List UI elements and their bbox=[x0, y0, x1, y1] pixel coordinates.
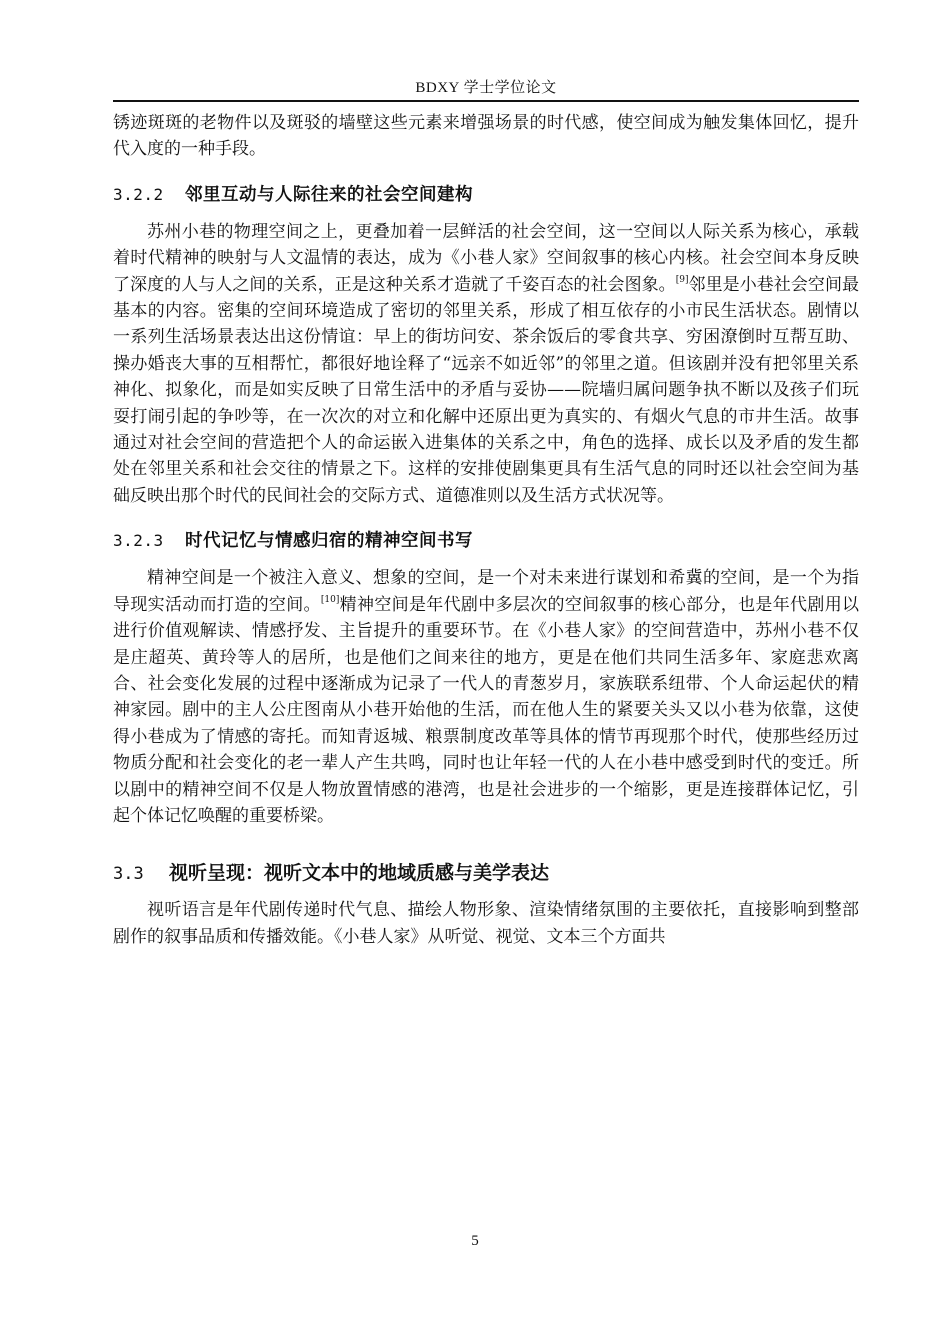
paragraph-text: 精神空间是年代剧中多层次的空间叙事的核心部分，也是年代剧用以进行价值观解读、情感抒发、主旨提升的重要环节。在《小巷人家》的空间营造中，苏州小巷不仅是庄超英、黄玲等人的居所，也是他们之间来往的地方，更是在他们共同生活多年、家庭悲欢离合、社会变化发展的过程中逐渐成为记录了一代人的青葱岁月，家族联系纽带、个人命运起伏的精神家园。剧中的主人公庄图南从小巷开始他的生活，而在他人生的紧要关头又以小巷为依靠，这使得小巷成为了情感的寄托。而知青返城、粮票制度改革等具体的情节再现那个时代，使那些经历过物质分配和社会变化的老一辈人产生共鸣，同时也让年轻一代的人在小巷中感受到时代的变迁。所以剧中的精神空间不仅是人物放置情感的港湾，也是社会进步的一个缩影，更是连接群体记忆，引起个体记忆唤醒的重要桥梁。 bbox=[113, 594, 860, 826]
paragraph-text: 精神空间是一个被注入意义、想象的空间，是一个对未来进行谋划和希冀的空间，是一个为指导现实活动而打造的空间。 bbox=[113, 568, 859, 615]
running-header: BDXY 学士学位论文 bbox=[415, 80, 557, 96]
section-heading-3-2-3 bbox=[113, 528, 859, 554]
body-paragraph bbox=[113, 219, 859, 509]
body-paragraph bbox=[113, 565, 859, 829]
citation-reference: [10] bbox=[320, 594, 340, 605]
header-rule bbox=[113, 100, 859, 102]
page-number: 5 bbox=[471, 1233, 479, 1249]
body-paragraph: 视听语言是年代剧传递时代气息、描绘人物形象、渲染情绪氛围的主要依托，直接影响到整部剧作的叙事品质和传播效能。《小巷人家》从听觉、视觉、文本三个方面共 bbox=[113, 900, 859, 947]
paragraph-text: 苏州小巷的物理空间之上，更叠加着一层鲜活的社会空间，这一空间以人际关系为核心，承载着时代精神的映射与人文温情的表达，成为《小巷人家》空间叙事的核心内核。社会空间本身反映了深度的人与人之间的关系，正是这种关系才造就了千姿百态的社会图象。 bbox=[113, 221, 859, 295]
section-number: 3.2.3 bbox=[113, 531, 164, 551]
continued-paragraph: 锈迹斑斑的老物件以及斑驳的墙壁这些元素来增强场景的时代感，使空间成为触发集体回忆，提升代入度的一种手段。 bbox=[113, 113, 859, 160]
section-heading-3-2-2 bbox=[113, 182, 859, 208]
section-title: 邻里互动与人际往来的社会空间建构 bbox=[185, 184, 473, 205]
section-title: 时代记忆与情感归宿的精神空间书写 bbox=[185, 531, 473, 552]
section-number: 3.2.2 bbox=[113, 184, 164, 204]
paragraph-text: 邻里是小巷社会空间最基本的内容。密集的空间环境造成了密切的邻里关系，形成了相互依存的小市民生活状态。剧情以一系列生活场景表达出这份情谊：早上的街坊问安、茶余饭后的零食共享、穷困潦倒时互帮互助、操办婚丧大事的互相帮忙，都很好地诠释了“远亲不如近邻”的邻里之道。但该剧并没有把邻里关系神化、拟象化，而是如实反映了日常生活中的矛盾与妥协——院墙归属问题争执不断以及孩子们玩耍打闹引起的争吵等，在一次次的对立和化解中还原出更为真实的、有烟火气息的市井生活。故事通过对社会空间的营造把个人的命运嵌入进集体的关系之中，角色的选择、成长以及矛盾的发生都处在邻里关系和社会交往的情景之下。这样的安排使剧集更具有生活气息的同时还以社会空间为基础反映出那个时代的民间社会的交际方式、道德准则以及生活方式状况等。 bbox=[113, 274, 860, 506]
section-title: 视听呈现：视听文本中的地域质感与美学表达 bbox=[169, 862, 550, 885]
citation-reference: [9] bbox=[675, 274, 689, 285]
section-number: 3.3 bbox=[113, 864, 144, 885]
section-heading-3-3 bbox=[113, 859, 859, 888]
page-body bbox=[113, 110, 859, 950]
